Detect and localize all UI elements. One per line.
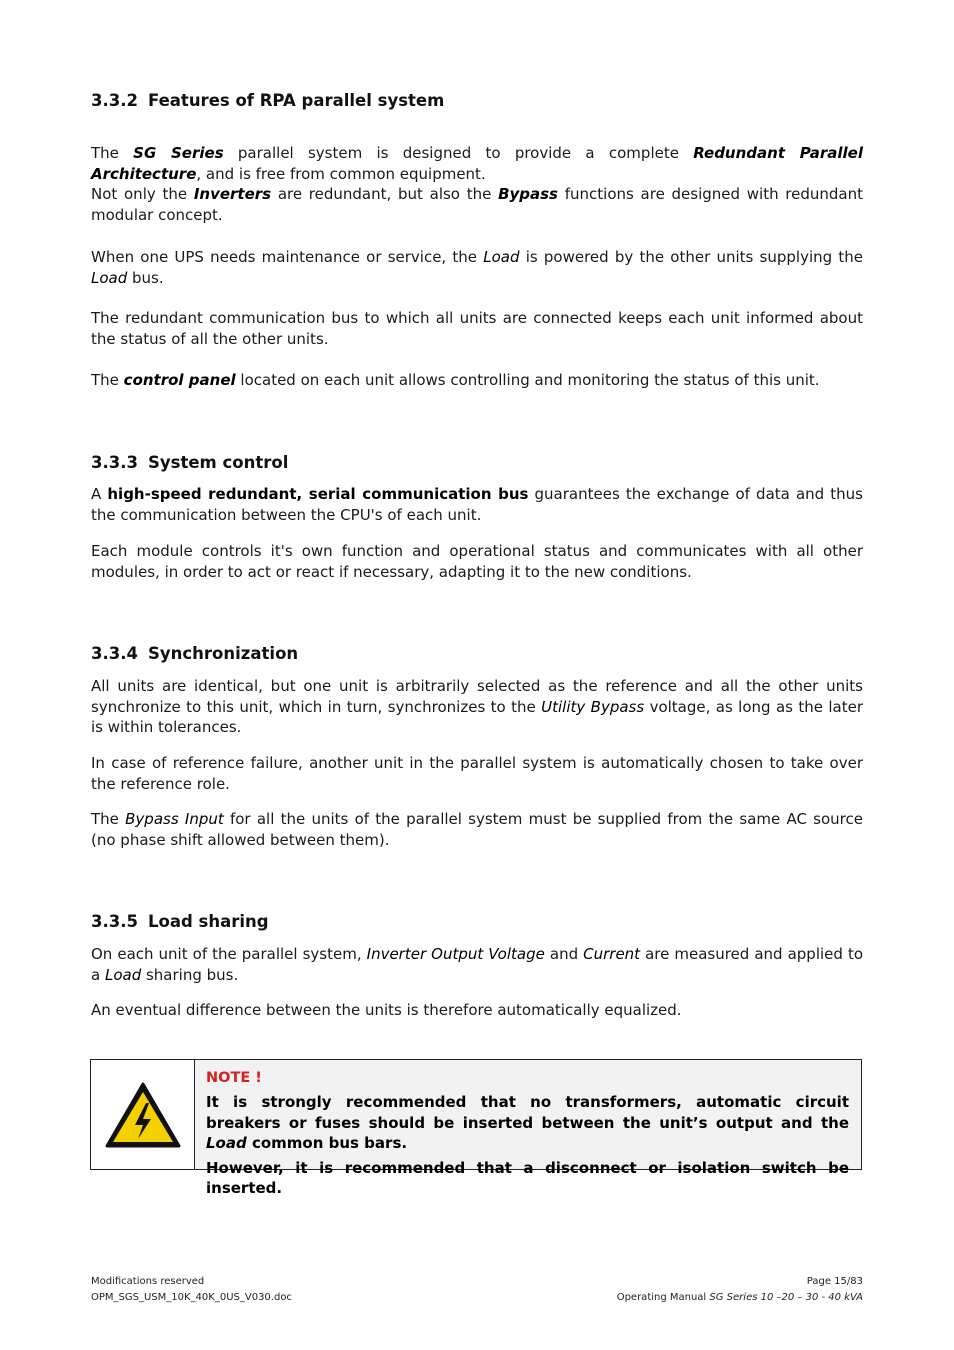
footer-left xyxy=(91,1274,292,1306)
footer-page-number: Page 15/83 xyxy=(806,1276,863,1287)
paragraph-communication-bus: The redundant communication bus to which all units are connected keeps each unit informed about the status of all the other units. xyxy=(91,309,863,348)
paragraph-reference-unit: All units are identical, but one unit is arbitrarily selected as the reference and all the other units synchronize to this unit, which in turn, synchronizes to the Utility Bypass voltage, as long as the later is within tolerances. xyxy=(91,677,863,736)
paragraph-module-control: Each module controls it's own function and operational status and communicates with all other modules, in order to act or react if necessary, adapting it to the new conditions. xyxy=(91,542,863,581)
paragraph-load-sharing-bus: On each unit of the parallel system, Inverter Output Voltage and Current are measured and applied to a Load sharing bus. xyxy=(91,945,864,984)
paragraph-sg-series-intro: The SG Series parallel system is designed to provide a complete Redundant Parallel Architecture, and is free from common equipment. xyxy=(91,144,863,183)
note-disconnect-switch: However, it is recommended that a disconnect or isolation switch be inserted. xyxy=(206,1158,849,1197)
section-heading-3-3-5: 3.3.5 Load sharing xyxy=(91,912,269,931)
note-recommendation: It is strongly recommended that no transformers, automatic circuit breakers or fuses should be inserted between the unit’s output and the Load common bus bars. xyxy=(206,1093,849,1152)
section-heading-3-3-3: 3.3.3 System control xyxy=(91,453,289,472)
section-heading-3-3-2: 3.3.2 Features of RPA parallel system xyxy=(91,91,445,110)
footer-right xyxy=(617,1274,863,1306)
footer-document-id: OPM_SGS_USM_10K_40K_0US_V030.doc xyxy=(91,1292,292,1303)
footer-manual-title: Operating Manual SG Series 10 –20 – 30 - 40 kVA xyxy=(616,1292,863,1303)
note-box xyxy=(90,1059,862,1197)
paragraph-serial-bus: A high-speed redundant, serial communication bus guarantees the exchange of data and thus the communication between the CPU's of each unit. xyxy=(91,485,863,524)
footer-modifications: Modifications reserved xyxy=(91,1276,205,1287)
paragraph-control-panel: The control panel located on each unit allows controlling and monitoring the status of this unit. xyxy=(91,371,820,389)
paragraph-reference-failure: In case of reference failure, another unit in the parallel system is automatically chosen to take over the reference role. xyxy=(91,754,863,793)
paragraph-bypass-input: The Bypass Input for all the units of the parallel system must be supplied from the same AC source (no phase shift allowed between them). xyxy=(91,810,863,849)
note-icon-cell xyxy=(91,1060,195,1169)
high-voltage-warning-icon xyxy=(104,1081,182,1149)
paragraph-equalization: An eventual difference between the units is therefore automatically equalized. xyxy=(91,1001,682,1019)
paragraph-maintenance: When one UPS needs maintenance or service, the Load is powered by the other units supplying the Load bus. xyxy=(91,248,863,287)
paragraph-redundancy: Not only the Inverters are redundant, but also the Bypass functions are designed with redundant modular concept. xyxy=(91,185,864,224)
note-title: NOTE ! xyxy=(206,1070,262,1086)
note-text xyxy=(195,1060,861,1197)
section-heading-3-3-4: 3.3.4 Synchronization xyxy=(91,644,299,663)
